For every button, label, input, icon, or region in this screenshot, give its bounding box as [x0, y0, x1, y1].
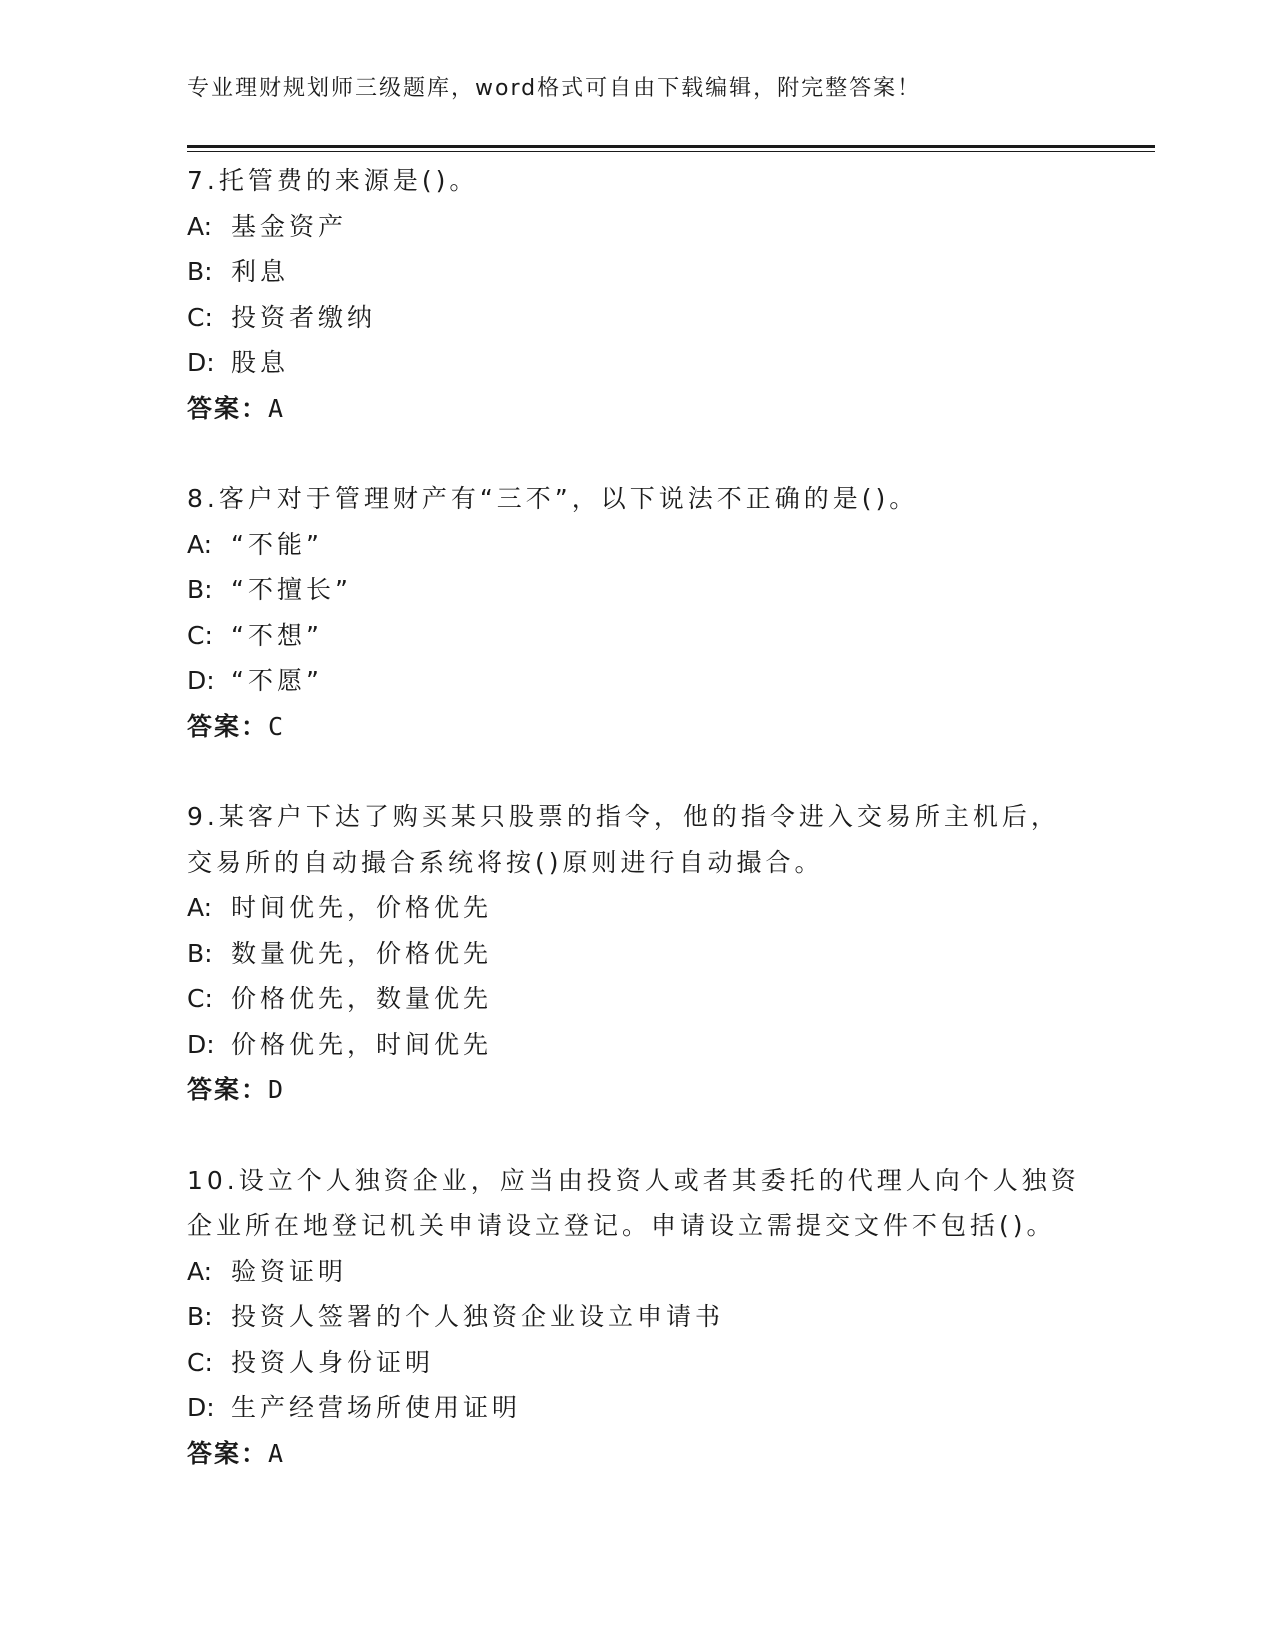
- option-text: “不擅长”: [231, 575, 352, 604]
- option-b: [187, 1294, 1155, 1340]
- option-letter: C:: [187, 1347, 213, 1377]
- option-d: [187, 658, 1155, 704]
- option-text: 时间优先，价格优先: [231, 893, 493, 922]
- option-c: [187, 1340, 1155, 1386]
- page-header: 专业理财规划师三级题库，word格式可自由下载编辑，附完整答案！: [187, 76, 922, 101]
- option-text: 基金资产: [231, 211, 348, 241]
- answer-value: A: [268, 393, 284, 423]
- option-letter: B:: [187, 938, 213, 968]
- option-text: 利息: [231, 257, 290, 286]
- option-a: [187, 522, 1155, 568]
- option-text: 投资者缴纳: [231, 302, 377, 332]
- option-letter: D:: [187, 1029, 215, 1059]
- option-b: [187, 931, 1155, 977]
- option-text: 价格优先，时间优先: [231, 1029, 493, 1059]
- option-text: 验资证明: [231, 1256, 348, 1286]
- option-b: [187, 567, 1155, 613]
- question-7: [187, 158, 1155, 431]
- option-text: 投资人签署的个人独资企业设立申请书: [231, 1302, 725, 1331]
- option-letter: B:: [187, 575, 213, 604]
- option-letter: A:: [187, 529, 213, 559]
- option-b: [187, 249, 1155, 295]
- option-c: [187, 295, 1155, 341]
- question-stem: 9.某客户下达了购买某只股票的指令，他的指令进入交易所主机后，: [187, 802, 1060, 831]
- option-letter: A:: [187, 211, 213, 241]
- answer-label: 答案：: [187, 1438, 269, 1468]
- option-letter: B:: [187, 1302, 213, 1331]
- question-stem: 8.客户对于管理财产有“三不”，以下说法不正确的是()。: [187, 484, 919, 513]
- question-9: [187, 794, 1155, 1113]
- option-text: “不能”: [231, 529, 323, 559]
- option-text: 数量优先，价格优先: [231, 938, 493, 968]
- option-d: [187, 1022, 1155, 1068]
- option-text: 投资人身份证明: [231, 1347, 435, 1377]
- option-letter: B:: [187, 257, 213, 286]
- option-letter: D:: [187, 1393, 215, 1422]
- question-stem-continued: 交易所的自动撮合系统将按()原则进行自动撮合。: [187, 847, 824, 877]
- answer-label: 答案：: [187, 711, 269, 741]
- option-d: [187, 1385, 1155, 1431]
- option-letter: D:: [187, 348, 215, 377]
- option-a: [187, 1249, 1155, 1295]
- option-text: 股息: [231, 348, 290, 377]
- option-a: [187, 204, 1155, 250]
- question-stem-continued: 企业所在地登记机关申请设立登记。申请设立需提交文件不包括()。: [187, 1211, 1056, 1240]
- answer-label: 答案：: [187, 393, 269, 423]
- option-letter: A:: [187, 893, 213, 922]
- option-a: [187, 885, 1155, 931]
- question-stem: 10.设立个人独资企业，应当由投资人或者其委托的代理人向个人独资: [187, 1165, 1080, 1195]
- option-letter: C:: [187, 620, 213, 650]
- option-d: [187, 340, 1155, 386]
- option-text: 价格优先，数量优先: [231, 984, 493, 1013]
- answer-line: [187, 704, 1155, 750]
- question-stem: 7.托管费的来源是()。: [187, 166, 479, 195]
- option-letter: D:: [187, 666, 215, 695]
- option-letter: C:: [187, 984, 213, 1013]
- option-c: [187, 976, 1155, 1022]
- answer-value: C: [268, 711, 284, 741]
- option-text: “不愿”: [231, 666, 323, 695]
- answer-value: D: [268, 1075, 284, 1104]
- option-letter: A:: [187, 1256, 213, 1286]
- answer-line: [187, 1431, 1155, 1477]
- answer-line: [187, 386, 1155, 432]
- answer-value: A: [268, 1438, 284, 1468]
- header-rule-thick: [187, 145, 1155, 148]
- question-10: [187, 1158, 1155, 1477]
- question-list: [187, 158, 1155, 1476]
- option-text: 生产经营场所使用证明: [231, 1393, 522, 1422]
- question-8: [187, 476, 1155, 749]
- answer-label: 答案：: [187, 1075, 269, 1104]
- header-rule-thin: [187, 151, 1155, 152]
- answer-line: [187, 1067, 1155, 1113]
- option-c: [187, 613, 1155, 659]
- option-letter: C:: [187, 302, 213, 332]
- option-text: “不想”: [231, 620, 323, 650]
